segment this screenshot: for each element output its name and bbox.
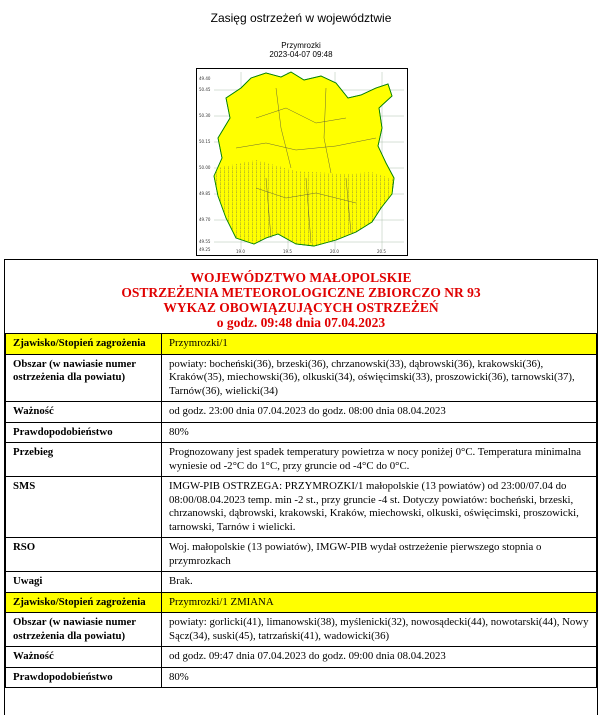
table-row <box>6 422 597 443</box>
header-line-time: o godz. 09:48 dnia 07.04.2023 <box>216 315 386 330</box>
map-timestamp: 2023-04-07 09:48 <box>269 50 333 59</box>
row-value: 80% <box>162 667 597 688</box>
map-caption <box>0 41 602 59</box>
row-value: od godz. 23:00 dnia 07.04.2023 do godz. 08:00 dnia 08.04.2023 <box>162 402 597 423</box>
lat-tick: 50.15 <box>199 139 211 144</box>
table-row <box>6 477 597 538</box>
table-row <box>6 402 597 423</box>
lat-tick: 49.70 <box>199 217 211 222</box>
row-value: IMGW-PIB OSTRZEGA: PRZYMROZKI/1 małopolskie (13 powiatów) od 23:00/07.04 do 08:00/08.04.2023 temp. min -2 st., przy gruncie -4 st. Dotyczy powiatów: bocheński, brzeski, chrzanowski, dąbrowski, krakowski, Kraków, miechowski, olkuski, oświęcimski, proszowicki, tarnowski, Tarnów i wielicki. <box>162 477 597 538</box>
row-value: powiaty: bocheński(36), brzeski(36), chrzanowski(33), dąbrowski(36), krakowski(36), Kraków(35), miechowski(36), olkuski(34), oświęcimski(33), proszowicki(36), tarnowski(37), Tarnów(36), wielicki(34) <box>162 354 597 402</box>
lat-tick: 50.00 <box>199 165 211 170</box>
bulletin-header <box>5 260 597 333</box>
lat-tick: 49.55 <box>199 239 211 244</box>
header-line-list: WYKAZ OBOWIĄZUJĄCYCH OSTRZEŻEŃ <box>163 300 439 315</box>
page-title: Zasięg ostrzeżeń w województwie <box>210 11 392 25</box>
row-value: 80% <box>162 422 597 443</box>
lon-tick: 20.0 <box>330 249 339 254</box>
lat-tick: 50.45 <box>199 87 211 92</box>
row-label: Przebieg <box>6 443 162 477</box>
warnings-table <box>5 333 597 688</box>
lat-tick: 49.85 <box>199 191 211 196</box>
table-row <box>6 592 597 613</box>
row-label: SMS <box>6 477 162 538</box>
lat-tick: 49.40 <box>199 76 211 81</box>
row-label: Obszar (w nawiasie numer ostrzeżenia dla powiatu) <box>6 613 162 647</box>
row-label: Ważność <box>6 647 162 668</box>
row-value: Przymrozki/1 ZMIANA <box>162 592 597 613</box>
lat-tick: 50.30 <box>199 113 211 118</box>
header-line-bulletin-number: OSTRZEŻENIA METEOROLOGICZNE ZBIORCZO NR 93 <box>121 285 481 300</box>
table-row <box>6 572 597 593</box>
header-line-voivodeship: WOJEWÓDZTWO MAŁOPOLSKIE <box>190 270 412 285</box>
row-label: Zjawisko/Stopień zagrożenia <box>6 334 162 355</box>
bulletin-panel <box>4 259 598 715</box>
row-value: powiaty: gorlicki(41), limanowski(38), myślenicki(32), nowosądecki(44), nowotarski(44), Nowy Sącz(34), suski(45), tatrzański(41), wadowicki(36) <box>162 613 597 647</box>
table-row <box>6 334 597 355</box>
table-row <box>6 538 597 572</box>
row-value: Brak. <box>162 572 597 593</box>
map-svg <box>196 68 408 256</box>
table-row <box>6 647 597 668</box>
row-label: Uwagi <box>6 572 162 593</box>
lon-tick: 20.5 <box>377 249 386 254</box>
row-label: Ważność <box>6 402 162 423</box>
lon-tick: 19.5 <box>283 249 292 254</box>
row-label: Prawdopodobieństwo <box>6 667 162 688</box>
row-value: Woj. małopolskie (13 powiatów), IMGW-PIB wydał ostrzeżenie pierwszego stopnia o przymrozkach <box>162 538 597 572</box>
row-value: od godz. 09:47 dnia 07.04.2023 do godz. 09:00 dnia 08.04.2023 <box>162 647 597 668</box>
table-row <box>6 613 597 647</box>
table-row <box>6 443 597 477</box>
row-label: Prawdopodobieństwo <box>6 422 162 443</box>
map-title: Przymrozki <box>281 41 321 50</box>
row-label: Obszar (w nawiasie numer ostrzeżenia dla powiatu) <box>6 354 162 402</box>
lat-tick: 49.25 <box>199 247 211 252</box>
table-row <box>6 354 597 402</box>
row-label: RSO <box>6 538 162 572</box>
table-row <box>6 667 597 688</box>
row-label: Zjawisko/Stopień zagrożenia <box>6 592 162 613</box>
row-value: Przymrozki/1 <box>162 334 597 355</box>
warning-map <box>196 68 408 256</box>
lon-tick: 19.0 <box>236 249 245 254</box>
row-value: Prognozowany jest spadek temperatury powietrza w nocy poniżej 0°C. Temperatura minimalna wyniesie od -2°C do 1°C, przy gruncie od -4°C do 0°C. <box>162 443 597 477</box>
